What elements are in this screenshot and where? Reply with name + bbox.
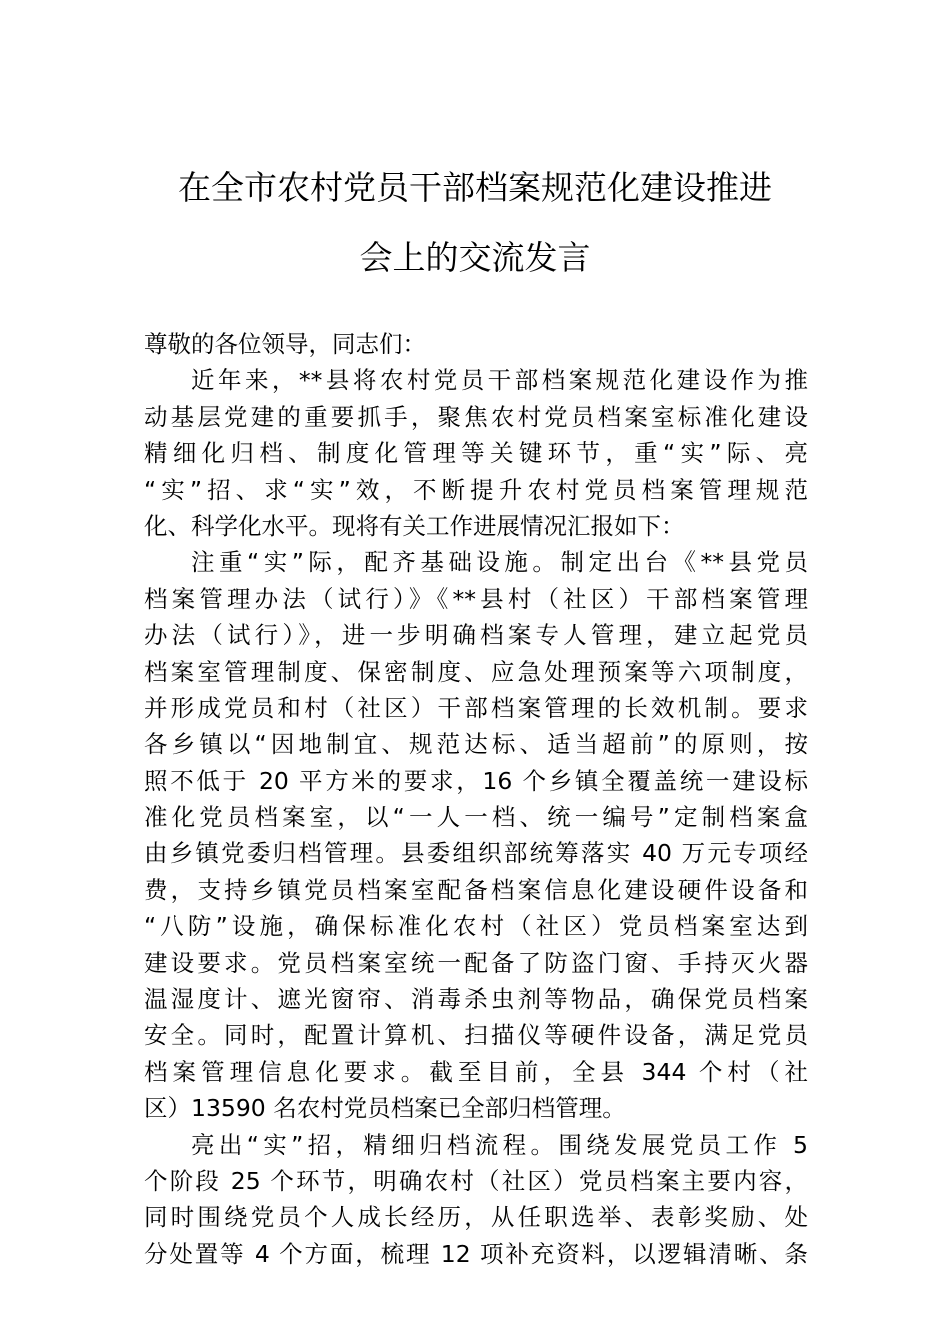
body-text-line: 同时围绕党员个人成长经历，从任职选举、表彰奖励、处 (144, 1203, 808, 1232)
body-text-line: 档案室管理制度、保密制度、应急处理预案等六项制度， (144, 657, 808, 686)
body-text-line: 亮出“实”招，精细归档流程。围绕发展党员工作 5 (191, 1130, 808, 1159)
body-text-line: 照不低于 20 平方米的要求，16 个乡镇全覆盖统一建设标 (144, 766, 808, 795)
body-text-line: 并形成党员和村（社区）干部档案管理的长效机制。要求 (144, 693, 808, 722)
body-text-line: “实”招、求“实”效，不断提升农村党员档案管理规范 (144, 475, 808, 504)
body-text-line: 安全。同时，配置计算机、扫描仪等硬件设备，满足党员 (144, 1021, 808, 1050)
body-text-line: 注重“实”际，配齐基础设施。制定出台《**县党员 (191, 548, 808, 577)
body-text-line: 精细化归档、制度化管理等关键环节，重“实”际、亮 (144, 439, 808, 468)
body-text-line: 由乡镇党委归档管理。县委组织部统筹落实 40 万元专项经 (144, 839, 808, 868)
body-text-line: 档案管理办法（试行）》《**县村（社区）干部档案管理 (144, 584, 808, 613)
document-title-line-2: 会上的交流发言 (359, 238, 591, 277)
document-title-line-1: 在全市农村党员干部档案规范化建设推进 (178, 168, 772, 207)
body-text-line: 费，支持乡镇党员档案室配备档案信息化建设硬件设备和 (144, 875, 808, 904)
body-text-line: 区）13590 名农村党员档案已全部归档管理。 (144, 1094, 626, 1123)
body-text-line: 分处置等 4 个方面，梳理 12 项补充资料，以逻辑清晰、条 (144, 1239, 808, 1268)
body-text-line: 化、科学化水平。现将有关工作进展情况汇报如下： (144, 511, 685, 540)
document-body (144, 326, 808, 1272)
body-text-line: 办法（试行）》，进一步明确档案专人管理，建立起党员 (144, 621, 808, 650)
body-text-line: 动基层党建的重要抓手，聚焦农村党员档案室标准化建设 (144, 402, 808, 431)
body-text-line: 近年来，**县将农村党员干部档案规范化建设作为推 (191, 366, 808, 395)
body-text-line: 各乡镇以“因地制宜、规范达标、适当超前”的原则，按 (144, 730, 808, 759)
body-text-line: 准化党员档案室，以“一人一档、统一编号”定制档案盒 (144, 803, 808, 832)
body-text-line: 建设要求。党员档案室统一配备了防盗门窗、手持灭火器 (144, 948, 808, 977)
body-text-line: 个阶段 25 个环节，明确农村（社区）党员档案主要内容， (144, 1166, 808, 1195)
body-text-line: 温湿度计、遮光窗帘、消毒杀虫剂等物品，确保党员档案 (144, 985, 808, 1014)
body-text-line: 档案管理信息化要求。截至目前，全县 344 个村（社 (144, 1057, 808, 1086)
body-text-line: 尊敬的各位领导，同志们： (144, 330, 426, 358)
body-text-line: “八防”设施，确保标准化农村（社区）党员档案室达到 (144, 912, 808, 941)
